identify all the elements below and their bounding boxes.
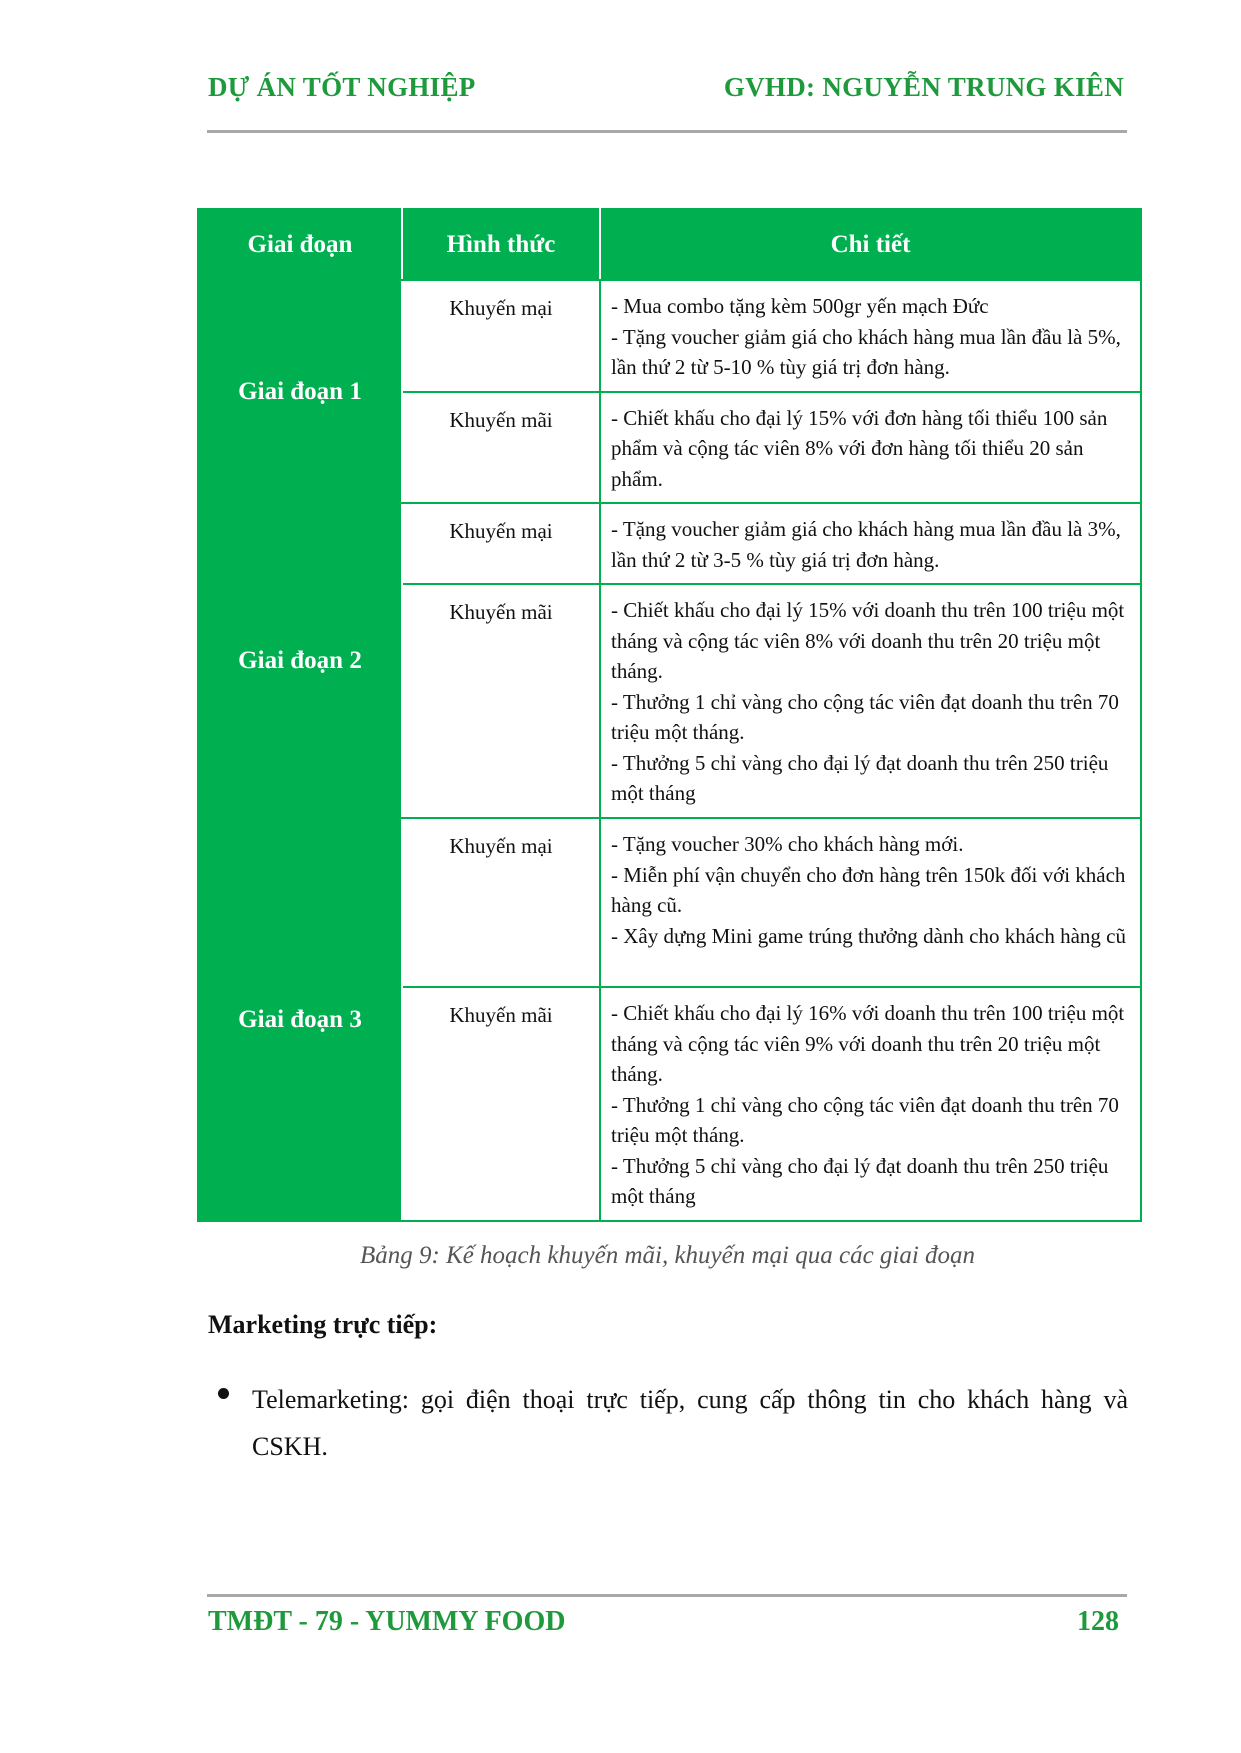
stage-cell-3: Giai đoạn 3 (198, 818, 402, 1221)
detail-line: - Xây dựng Mini game trúng thưởng dành cho khách hàng cũ (611, 923, 1127, 948)
footer-title: TMĐT - 79 - YUMMY FOOD (208, 1606, 566, 1637)
detail-line: - Mua combo tặng kèm 500gr yến mạch Đức (611, 294, 989, 318)
form-cell: Khuyến mại (402, 818, 600, 987)
stage-cell-1: Giai đoạn 1 (198, 280, 402, 503)
detail-line: - Tặng voucher 30% cho khách hàng mới. (611, 832, 964, 856)
stage-cell-2: Giai đoạn 2 (198, 503, 402, 818)
detail-cell (600, 584, 1141, 818)
detail-cell (600, 987, 1141, 1221)
document-header-title: DỰ ÁN TỐT NGHIỆP (208, 72, 476, 102)
form-cell: Khuyến mãi (402, 584, 600, 818)
detail-line: - Thưởng 1 chỉ vàng cho cộng tác viên đạt doanh thu trên 70 triệu một tháng. (611, 1092, 1119, 1147)
promotion-plan-table (197, 208, 1142, 1222)
column-header-stage: Giai đoạn (198, 209, 402, 280)
detail-line: - Chiết khấu cho đại lý 15% với doanh thu trên 100 triệu một tháng và cộng tác viên 8% với doanh thu trên 20 triệu một tháng. (611, 598, 1125, 683)
detail-line: - Chiết khấu cho đại lý 16% với doanh thu trên 100 triệu một tháng và cộng tác viên 9% với doanh thu trên 20 triệu một tháng. (611, 1001, 1125, 1086)
header-divider (207, 130, 1127, 133)
detail-cell (600, 392, 1141, 504)
detail-line: - Miễn phí vận chuyển cho đơn hàng trên 150k đối với khách hàng cũ. (611, 862, 1126, 917)
form-cell: Khuyến mại (402, 503, 600, 584)
table-caption: Bảng 9: Kế hoạch khuyến mãi, khuyến mại qua các giai đoạn (359, 1242, 976, 1269)
form-cell: Khuyến mãi (402, 987, 600, 1221)
bullet-item: Telemarketing: gọi điện thoại trực tiếp, cung cấp thông tin cho khách hàng và CSKH. (252, 1385, 1128, 1461)
detail-cell (600, 280, 1141, 392)
form-cell: Khuyến mại (402, 280, 600, 392)
detail-line: - Thưởng 5 chỉ vàng cho đại lý đạt doanh thu trên 250 triệu một tháng (611, 1153, 1109, 1208)
detail-line: - Thưởng 5 chỉ vàng cho đại lý đạt doanh thu trên 250 triệu một tháng (611, 750, 1109, 805)
bullet-icon (218, 1388, 229, 1399)
table-row (198, 280, 1141, 392)
page-number: 128 (1077, 1606, 1119, 1637)
column-header-detail: Chi tiết (600, 209, 1141, 280)
detail-line: - Chiết khấu cho đại lý 15% với đơn hàng tối thiểu 100 sản phẩm và cộng tác viên 8% với đơn hàng tối thiểu 20 sản phẩm. (611, 405, 1108, 491)
document-header-advisor: GVHD: NGUYỄN TRUNG KIÊN (723, 72, 1124, 102)
detail-line: - Thưởng 1 chỉ vàng cho cộng tác viên đạt doanh thu trên 70 triệu một tháng. (611, 689, 1119, 744)
detail-cell (600, 503, 1141, 584)
table-row (198, 818, 1141, 987)
column-header-form: Hình thức (402, 209, 600, 280)
form-cell: Khuyến mãi (402, 392, 600, 504)
detail-cell (600, 818, 1141, 987)
detail-line: - Tặng voucher giảm giá cho khách hàng mua lần đầu là 5%, lần thứ 2 từ 5-10 % tùy giá trị đơn hàng. (611, 324, 1121, 379)
bullet-list (208, 1376, 1128, 1470)
table-row (198, 503, 1141, 584)
section-heading: Marketing trực tiếp: (208, 1310, 438, 1339)
detail-line: - Tặng voucher giảm giá cho khách hàng mua lần đầu là 3%, lần thứ 2 từ 3-5 % tùy giá trị đơn hàng. (611, 517, 1121, 572)
footer-divider (207, 1594, 1127, 1597)
table-header-row (198, 209, 1141, 280)
